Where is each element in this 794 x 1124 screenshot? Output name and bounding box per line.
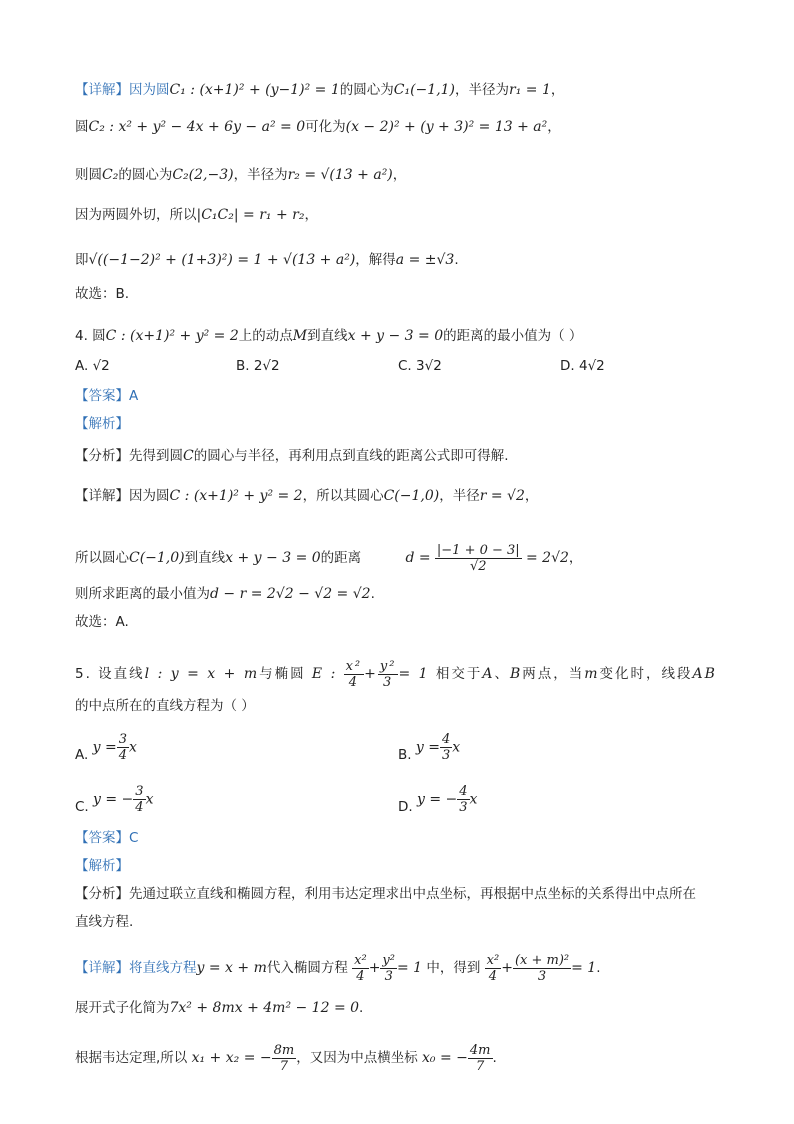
q5-option-b [398, 732, 460, 763]
numerator: y² [382, 952, 395, 968]
math: x + y − 3 = 0 [225, 550, 321, 566]
math: AB [692, 666, 717, 682]
math-center-c1: C₁(−1,1) [393, 82, 456, 98]
math: C [183, 448, 194, 464]
q3-detail-line-4 [75, 205, 318, 225]
q5-stem-line-2: 的中点所在的直线方程为（ ） [75, 698, 255, 714]
text: 、 [494, 666, 510, 682]
denominator: 7 [476, 1058, 485, 1074]
text: 则圆 [75, 167, 102, 183]
frac [513, 953, 571, 984]
math: C₂ [102, 167, 119, 183]
math: r = √2 [479, 488, 525, 504]
text: 到直线 [307, 328, 348, 344]
q5-fenxi-line-1: 【分析】先通过联立直线和椭圆方程，利用韦达定理求出中点坐标，再根据中点坐标的关系得出中点所在 [75, 886, 696, 902]
q5-option-a [75, 732, 137, 763]
math: x [452, 739, 461, 756]
math: C : (x+1)² + y² = 2 [169, 488, 303, 504]
denominator: 4 [348, 674, 359, 690]
text: . [454, 252, 459, 268]
math: |C₁C₂| = r₁ + r₂ [196, 207, 305, 223]
text: 中，得到 [426, 960, 481, 976]
q3-detail-line-3 [75, 165, 406, 185]
numerator: 4 [459, 784, 468, 799]
q3-conclusion: 故选：B. [75, 286, 130, 302]
numerator: x² [354, 952, 367, 968]
text: . [492, 1050, 497, 1066]
numerator: x² [486, 952, 500, 968]
math: y = [92, 739, 117, 756]
q5-analysis-heading: 【解析】 [75, 858, 129, 874]
denominator: 3 [384, 968, 393, 984]
denominator: 7 [279, 1058, 289, 1074]
q5-detail-line-3 [75, 1036, 497, 1080]
denominator: 4 [488, 968, 498, 984]
text: 变化时，线段 [599, 666, 693, 682]
text: 两点，当 [522, 666, 585, 682]
math: x [128, 739, 137, 756]
text: ，又因为中点横坐标 [296, 1050, 418, 1066]
q3-detail-line-5 [75, 250, 459, 270]
math: y = x + m [196, 960, 267, 976]
q3-detail-line-2 [75, 117, 561, 137]
q4-option-b: B. 2√2 [236, 358, 280, 374]
distance-fraction [435, 543, 522, 574]
text: ， [550, 82, 565, 98]
frac [133, 784, 145, 815]
text: . [596, 960, 601, 976]
q3-detail-line-1 [75, 80, 564, 100]
q4-analysis-heading: 【解析】 [75, 416, 129, 432]
math: C : (x+1)² + y² = 2 [105, 328, 239, 344]
numerator: 4 [441, 732, 451, 747]
numerator: |−1 + 0 − 3| [436, 542, 520, 558]
math: d − r = 2√2 − √2 = √2 [210, 586, 371, 602]
q5-detail-line-1 [75, 946, 601, 990]
text: ， [392, 167, 407, 183]
text: ，解得 [355, 252, 396, 268]
text: 圆 [75, 119, 89, 135]
text: ， [524, 488, 539, 504]
text: 的圆心为 [339, 82, 394, 98]
q4-option-a: A. √2 [75, 358, 110, 374]
text: 代入椭圆方程 [266, 960, 348, 976]
frac [117, 732, 129, 763]
text: 上的动点 [238, 328, 293, 344]
math: √((−1−2)² + (1+3)²) = 1 + √(13 + a²) [88, 252, 356, 268]
numerator: 8m [273, 1042, 295, 1058]
detail-tag: 【详解】因为圆 [75, 82, 170, 98]
math: r₂ = √(13 + a²) [287, 167, 393, 183]
text: 的距离 [320, 550, 362, 566]
math: = 1 [571, 960, 597, 976]
text: ，半径为 [233, 167, 288, 183]
denominator: √2 [470, 558, 487, 574]
text: 5. 设直线 [75, 666, 145, 682]
frac [440, 732, 452, 763]
q4-fenxi [75, 446, 509, 466]
math: m [584, 666, 600, 682]
text: 因为两圆外切，所以 [75, 207, 197, 223]
option-letter: B. [398, 747, 412, 763]
q4-stem [75, 326, 582, 346]
math: M [292, 328, 308, 344]
math: x [145, 791, 154, 808]
math-standard-form: (x − 2)² + (y + 3)² = 13 + a² [345, 119, 548, 135]
text: ，所以其圆心 [302, 488, 384, 504]
text: 即 [75, 252, 89, 268]
text: ， [304, 207, 318, 223]
text: ， [547, 119, 561, 135]
text: 【详解】因为圆 [75, 488, 170, 504]
text: . [370, 586, 375, 602]
text: 【分析】先得到圆 [75, 448, 183, 464]
text: 与椭圆 [259, 666, 306, 682]
numerator: (x + m)² [514, 952, 570, 968]
text: 则所求距离的最小值为 [75, 586, 210, 602]
option-letter: C. [75, 799, 89, 815]
math: C(−1,0) [383, 488, 440, 504]
q5-stem-line-1 [75, 652, 717, 696]
math: C₂(2,−3) [172, 167, 234, 183]
text: 相交于 [435, 666, 483, 682]
math: 7x² + 8mx + 4m² − 12 = 0 [169, 1000, 360, 1016]
denominator: 4 [118, 748, 127, 763]
text: 的圆心与半径，再利用点到直线的距离公式即可得解. [193, 448, 509, 464]
math: = 1 [398, 666, 430, 682]
q5-option-d [398, 784, 477, 815]
q4-detail-line-1 [75, 486, 538, 506]
option-letter: D. [398, 799, 413, 815]
frac [468, 1043, 493, 1074]
q4-option-d: D. 4√2 [560, 358, 605, 374]
option-letter: A. [75, 747, 89, 763]
q4-detail-line-2 [75, 536, 582, 580]
frac [378, 659, 399, 690]
text: 到直线 [184, 550, 226, 566]
math: y = − [416, 791, 458, 808]
numerator: 3 [135, 784, 144, 799]
frac [344, 659, 365, 690]
q4-detail-line-3 [75, 584, 375, 604]
frac [380, 953, 397, 984]
text: 所以圆心 [75, 550, 129, 566]
denominator: 3 [459, 800, 468, 815]
math-circle-c1: C₁ : (x+1)² + (y−1)² = 1 [169, 82, 340, 98]
math: x [469, 791, 478, 808]
denominator: 4 [356, 968, 365, 984]
math: x₁ + x₂ = − [191, 1050, 272, 1066]
math: + [501, 960, 513, 976]
text: ，半径 [439, 488, 480, 504]
denominator: 4 [135, 800, 144, 815]
q4-conclusion: 故选：A. [75, 614, 129, 630]
text: ，半径为 [455, 82, 510, 98]
math: + [368, 960, 381, 976]
q5-detail-line-2 [75, 998, 363, 1018]
math: y = − [93, 791, 134, 808]
numerator: x² [345, 658, 363, 674]
frac [352, 953, 369, 984]
q5-option-c [75, 784, 153, 815]
text: 的圆心为 [118, 167, 173, 183]
text: 展开式子化简为 [75, 1000, 170, 1016]
text: 可化为 [305, 119, 346, 135]
math: A [482, 666, 495, 682]
denominator: 3 [537, 968, 547, 984]
denominator: 3 [441, 748, 451, 763]
math: = 2√2 [525, 550, 569, 566]
frac [485, 953, 502, 984]
math: y = [415, 739, 440, 756]
q4-answer: 【答案】A [75, 388, 139, 404]
q4-option-c: C. 3√2 [398, 358, 442, 374]
text: . [359, 1000, 364, 1016]
text: 4. 圆 [75, 328, 106, 344]
math: l : y = x + m [144, 666, 260, 682]
text: 根据韦达定理,所以 [75, 1050, 188, 1066]
math-circle-c2: C₂ : x² + y² − 4x + 6y − a² = 0 [88, 119, 306, 135]
math: + [364, 666, 378, 682]
math: x + y − 3 = 0 [347, 328, 444, 344]
text: ， [568, 550, 583, 566]
math: E : [311, 666, 338, 682]
math-radius-r1: r₁ = 1 [509, 82, 551, 98]
denominator: 3 [383, 674, 394, 690]
numerator: 4m [469, 1042, 491, 1058]
q5-fenxi-line-2: 直线方程. [75, 914, 134, 930]
numerator: 3 [118, 732, 127, 747]
q5-answer: 【答案】C [75, 830, 139, 846]
math: a = ±√3 [395, 252, 455, 268]
detail-tag: 【详解】将直线方程 [75, 960, 197, 976]
numerator: y² [379, 658, 397, 674]
math: C(−1,0) [129, 550, 185, 566]
math: = 1 [396, 960, 423, 976]
frac [272, 1043, 297, 1074]
math: x₀ = − [422, 1050, 468, 1066]
math: d = [405, 550, 431, 566]
math: B [509, 666, 523, 682]
frac [457, 784, 469, 815]
text: 的距离的最小值为（ ） [443, 328, 583, 344]
